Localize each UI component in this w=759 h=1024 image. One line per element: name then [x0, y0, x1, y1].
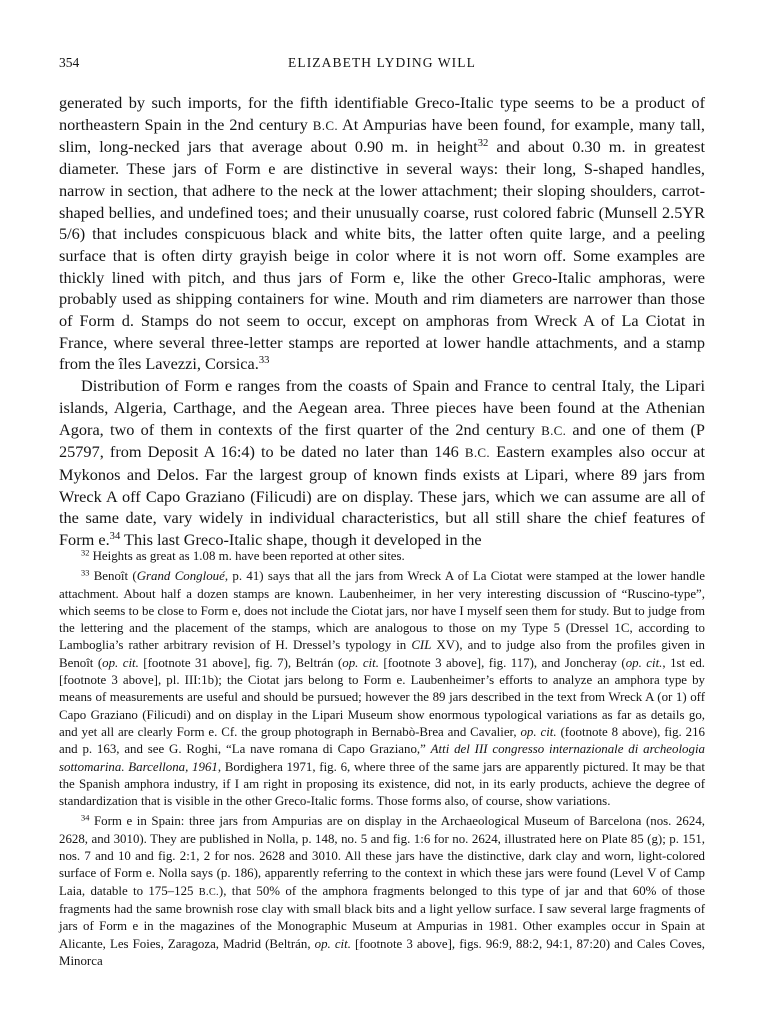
footnote-number: 34 — [81, 813, 90, 823]
footnote-ref-34[interactable]: 34 — [109, 531, 121, 543]
paragraph-2: Distribution of Form e ranges from the coasts of Spain and France to central Italy, the Lipari islands, Algeria, Carthage, and the Aegean area. Three pieces have been found at the Athenian Agora, two of them in contexts of the first quarter of the 2nd century B.C. and one of them (P 25797, from Deposit A 16:4) to be dated no later than 146 B.C. Eastern examples also occur at Mykonos and Delos. Far the largest group of known finds exists at Lipari, where 89 jars from Wreck A off Capo Graziano (Filicudi) are on display. These jars, which we can assume are all of the same date, vary widely in individual characteristics, but all still share the chief features of Form e.$^{34}$ This last Greco-Italic shape, though it developed in the — [59, 376, 706, 550]
footnote-33: $^{33}$ Benoît (Grand Congloué, p. 41) says that all the jars from Wreck A of La Ciotat were stamped at the lower handle attachment. About half a dozen stamps are known. Laubenheimer, in her very interesting discussion of “Ruscino-type”, which seems to be close to Form e, does not include the Ciotat jars, nor have I myself seen them for study. But to judge from the lettering and the placement of the stamps, which are analogous to those on my Type 5 (Dressel 1C, according to Lamboglia’s rather arbitrary revision of H. Dressel’s typology in CIL XV), and to judge also from the profiles given in Benoît (op. cit. [footnote 31 above], fig. 7), Beltrán (op. cit. [footnote 3 above], fig. 117), and Joncheray (op. cit., 1st ed. [footnote 3 above], pl. III:1b); the Ciotat jars belong to Form e. Laubenheimer’s efforts to analyze an amphora type by means of measurements are useful and should be pursued; however the 89 jars described in the text from Wreck A (or 1) off Capo Graziano (Filicudi) and on display in the Lipari Museum show enormous typological variations as far as details go, and yet all are clearly Form e. Cf. the group photograph in Bernabò-Brea and Cavalier, op. cit. (footnote 8 above), fig. 216 and p. 163, and see G. Roghi, “La nave romana di Capo Graziano,” Atti del III congresso internazionale di archeologia sottomarina. Barcellona, 1961, Bordighera 1971, fig. 6, where three of the same jars are apparently pictured. It may be that the Spanish amphora industry, if I am right in proposing its existence, did not, in its early products, achieve the degree of standardization that is visible in the other Greco-Italic forms. Those forms also, of course, show variations. — [59, 568, 706, 809]
page-header — [59, 55, 705, 75]
footnote-ref-33[interactable]: 33 — [258, 355, 270, 367]
page-number: 354 — [59, 55, 80, 70]
footnote-32: $^{32}$ Heights as great as 1.08 m. have been reported at other sites. — [81, 548, 405, 563]
running-head: ELIZABETH LYDING WILL — [288, 55, 476, 70]
footnote-number: 32 — [81, 548, 90, 558]
footnote-34: $^{34}$ Form e in Spain: three jars from Ampurias are on display in the Archaeological Museum of Barcelona (nos. 2624, 2628, and 3010). They are published in Nolla, p. 148, no. 5 and fig. 1:6 for no. 2624, illustrated here on Plate 85 (g); p. 151, nos. 7 and 10 and fig. 2:1, 2 for nos. 2628 and 3010. All these jars have the distinctive, dark clay and worn, light-colored surface of Form e. Nolla says (p. 186), apparently referring to the context in which these jars were found (Level V of Camp Laia, datable to 175–125 B.C.), that 50% of the amphora fragments belonged to this type of jar and that 60% of those fragments had the same brownish rose clay with small black bits and a light yellow surface. I saw several large fragments of jars of Form e in the magazines of the Monographic Museum at Ampurias in 1981. Other examples occur in Spain at Alicante, Les Foies, Zaragoza, Madrid (Beltrán, op. cit. [footnote 3 above], figs. 96:9, 88:2, 94:1, 87:20) and Cales Coves, Minorca — [59, 813, 706, 968]
footnote-number: 33 — [81, 568, 90, 578]
footnotes — [59, 548, 705, 970]
main-text — [59, 92, 705, 551]
footnote-ref-32[interactable]: 32 — [477, 138, 489, 150]
paragraph-1: generated by such imports, for the fifth identifiable Greco-Italic type seems to be a product of northeastern Spain in the 2nd century B.C. At Ampurias have been found, for example, many tall, slim, long-necked jars that average about 0.90 m. in height$^{32}$ and about 0.30 m. in greatest diameter. These jars of Form e are distinctive in several ways: their long, S-shaped handles, narrow in section, that adhere to the neck at the lower attachment; their sloping shoulders, carrot-shaped bellies, and undefined toes; and their unusually coarse, rust colored fabric (Munsell 2.5YR 5/6) that includes conspicuous black and white bits, the latter often quite large, and a peeling surface that is often dirty grayish beige in color where it is not worn off. Some examples are thickly lined with pitch, and thus jars of Form e, like the other Greco-Italic amphoras, were probably used as shipping containers for wine. Mouth and rim diameters are narrower than those of Form d. Stamps do not seem to occur, except on amphoras from Wreck A of La Ciotat in France, where several three-letter stamps are reported at lower handle attachments, and a stamp from the îles Lavezzi, Corsica.$^{33}$ — [59, 93, 705, 374]
